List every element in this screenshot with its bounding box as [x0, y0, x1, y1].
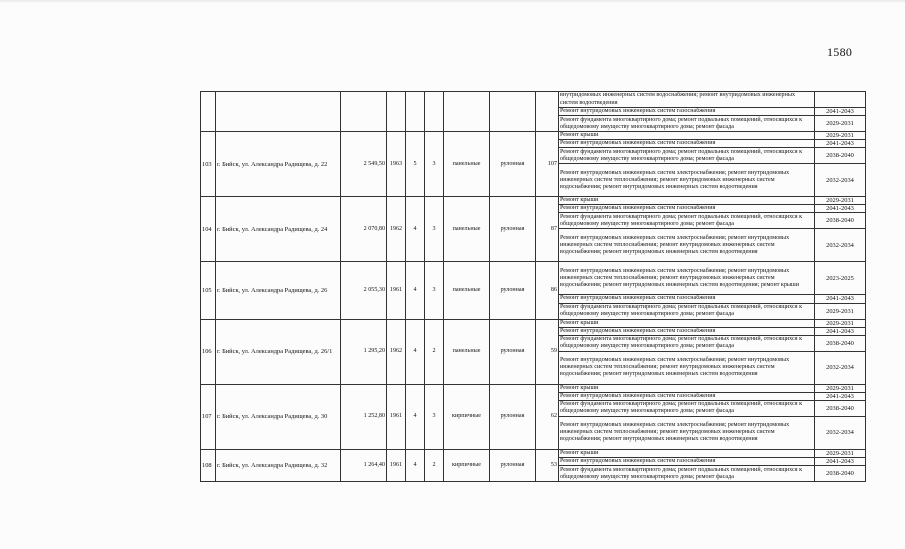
building-roof: рулонная: [490, 449, 536, 481]
scan-edge: [0, 0, 905, 3]
table-row: [201, 262, 866, 295]
building-address: г. Бийск, ул. Александра Радищева, д. 22: [216, 132, 341, 197]
building-address: г. Бийск, ул. Александра Радищева, д. 26/1: [216, 319, 341, 384]
building-year: 1961: [387, 384, 406, 449]
period-cell: 2032-2034: [815, 229, 866, 262]
building-year: 1961: [387, 449, 406, 481]
work-cell: Ремонт внутридомовых инженерных систем электроснабжения; ремонт внутридомовых инженерных систем теплоснабжения; ремонт внутридомовых инженерных систем водоснабжения; ремонт внутридомовых инженерных систем водоотведения; ремонт крыши: [559, 262, 815, 295]
building-year: 1962: [387, 197, 406, 262]
apartments-cell: [536, 92, 559, 132]
building-address: г. Бийск, ул. Александра Радищева, д. 30: [216, 384, 341, 449]
building-roof: рулонная: [490, 262, 536, 319]
work-cell: Ремонт крыши: [559, 384, 815, 392]
work-cell: Ремонт фундамента многоквартирного дома; ремонт подвальных помещений, относящихся к общедомовому имуществу многоквартирного дома; ремонт фасада: [559, 335, 815, 351]
roof-cell: [490, 92, 536, 132]
building-floors: 4: [406, 384, 425, 449]
building-apartments: 62: [536, 384, 559, 449]
building-apartments: 86: [536, 262, 559, 319]
period-cell: 2023-2025: [815, 262, 866, 295]
period-cell: 2029-2031: [815, 319, 866, 327]
building-floors: 4: [406, 449, 425, 481]
table-row: [201, 319, 866, 327]
building-area: 1 264,40: [341, 449, 387, 481]
work-cell: Ремонт внутридомовых инженерных систем газоснабжения: [559, 295, 815, 303]
building-walls: панельные: [444, 262, 490, 319]
building-entrances: 3: [425, 197, 444, 262]
period-cell: 2041-2043: [815, 392, 866, 400]
building-entrances: 2: [425, 449, 444, 481]
table-row: [201, 449, 866, 457]
period-cell: 2041-2043: [815, 327, 866, 335]
period-cell: 2032-2034: [815, 351, 866, 384]
page-number: 1580: [827, 45, 853, 59]
walls-cell: [444, 92, 490, 132]
work-cell: Ремонт внутридомовых инженерных систем электроснабжения; ремонт внутридомовых инженерных систем теплоснабжения; ремонт внутридомовых инженерных систем водоснабжения; ремонт внутридомовых инженерных систем водоотведения: [559, 351, 815, 384]
building-entrances: 3: [425, 262, 444, 319]
building-number: 106: [201, 319, 216, 384]
building-apartments: 59: [536, 319, 559, 384]
building-area: 2 549,50: [341, 132, 387, 197]
work-cell: Ремонт крыши: [559, 449, 815, 457]
building-address: г. Бийск, ул. Александра Радищева, д. 26: [216, 262, 341, 319]
building-area: 2 055,30: [341, 262, 387, 319]
work-cell: Ремонт фундамента многоквартирного дома; ремонт подвальных помещений, относящихся к общедомовому имуществу многоквартирного дома; ремонт фасада: [559, 466, 815, 482]
building-number: 105: [201, 262, 216, 319]
building-roof: рулонная: [490, 197, 536, 262]
work-cell: Ремонт внутридомовых инженерных систем электроснабжения; ремонт внутридомовых инженерных систем теплоснабжения; ремонт внутридомовых инженерных систем водоснабжения; ремонт внутридомовых инженерных систем водоотведения: [559, 164, 815, 197]
work-cell: Ремонт внутридомовых инженерных систем газоснабжения: [559, 392, 815, 400]
period-cell: 2029-2031: [815, 303, 866, 319]
building-walls: панельные: [444, 197, 490, 262]
period-cell: 2041-2043: [815, 205, 866, 213]
work-cell: Ремонт фундамента многоквартирного дома; ремонт подвальных помещений, относящихся к общедомовому имуществу многоквартирного дома; ремонт фасада: [559, 400, 815, 416]
table-row: [201, 92, 866, 108]
work-cell: Ремонт внутридомовых инженерных систем газоснабжения: [559, 458, 815, 466]
work-cell: Ремонт внутридомовых инженерных систем газоснабжения: [559, 327, 815, 335]
period-cell: 2029-2031: [815, 132, 866, 140]
table-row: [201, 197, 866, 205]
building-area: 1 295,20: [341, 319, 387, 384]
work-cell: Ремонт крыши: [559, 132, 815, 140]
building-apartments: 53: [536, 449, 559, 481]
floors-cell: [406, 92, 425, 132]
num-cell: [201, 92, 216, 132]
work-cell: внутридомовых инженерных систем водоснабжения; ремонт внутридомовых инженерных систем водоотведения: [559, 92, 815, 108]
period-cell: 2029-2031: [815, 116, 866, 132]
period-cell: 2041-2043: [815, 108, 866, 116]
period-cell: 2041-2043: [815, 295, 866, 303]
building-entrances: 3: [425, 132, 444, 197]
period-cell: 2029-2031: [815, 384, 866, 392]
work-cell: Ремонт внутридомовых инженерных систем газоснабжения: [559, 108, 815, 116]
building-area: 1 252,80: [341, 384, 387, 449]
building-entrances: 3: [425, 384, 444, 449]
period-cell: 2038-2040: [815, 466, 866, 482]
building-apartments: 107: [536, 132, 559, 197]
period-cell: 2032-2034: [815, 164, 866, 197]
work-cell: Ремонт внутридомовых инженерных систем электроснабжения; ремонт внутридомовых инженерных систем теплоснабжения; ремонт внутридомовых инженерных систем водоснабжения; ремонт внутридомовых инженерных систем водоотведения: [559, 416, 815, 449]
work-cell: Ремонт внутридомовых инженерных систем газоснабжения: [559, 140, 815, 148]
period-cell: [815, 92, 866, 108]
building-year: 1961: [387, 262, 406, 319]
work-cell: Ремонт фундамента многоквартирного дома; ремонт подвальных помещений, относящихся к общедомовому имуществу многоквартирного дома; ремонт фасада: [559, 116, 815, 132]
work-cell: Ремонт фундамента многоквартирного дома; ремонт подвальных помещений, относящихся к общедомовому имуществу многоквартирного дома; ремонт фасада: [559, 303, 815, 319]
period-cell: 2041-2043: [815, 458, 866, 466]
building-apartments: 87: [536, 197, 559, 262]
building-floors: 4: [406, 319, 425, 384]
building-roof: рулонная: [490, 132, 536, 197]
period-cell: 2038-2040: [815, 335, 866, 351]
period-cell: 2029-2031: [815, 197, 866, 205]
work-cell: Ремонт крыши: [559, 319, 815, 327]
building-number: 103: [201, 132, 216, 197]
building-floors: 4: [406, 197, 425, 262]
period-cell: 2029-2031: [815, 449, 866, 457]
period-cell: 2038-2040: [815, 400, 866, 416]
building-roof: рулонная: [490, 384, 536, 449]
entrances-cell: [425, 92, 444, 132]
work-cell: Ремонт внутридомовых инженерных систем газоснабжения: [559, 205, 815, 213]
work-cell: Ремонт внутридомовых инженерных систем электроснабжения; ремонт внутридомовых инженерных систем теплоснабжения; ремонт внутридомовых инженерных систем водоснабжения; ремонт внутридомовых инженерных систем водоотведения: [559, 229, 815, 262]
year-cell: [387, 92, 406, 132]
period-cell: 2038-2040: [815, 148, 866, 164]
building-address: г. Бийск, ул. Александра Радищева, д. 24: [216, 197, 341, 262]
building-number: 108: [201, 449, 216, 481]
table-row: [201, 132, 866, 140]
table-row: [201, 384, 866, 392]
building-walls: панельные: [444, 319, 490, 384]
building-year: 1962: [387, 319, 406, 384]
building-walls: кирпичные: [444, 449, 490, 481]
table-body: [201, 92, 866, 482]
building-area: 2 070,80: [341, 197, 387, 262]
building-roof: рулонная: [490, 319, 536, 384]
work-cell: Ремонт фундамента многоквартирного дома; ремонт подвальных помещений, относящихся к общедомовому имуществу многоквартирного дома; ремонт фасада: [559, 148, 815, 164]
building-floors: 5: [406, 132, 425, 197]
building-number: 104: [201, 197, 216, 262]
work-cell: Ремонт крыши: [559, 197, 815, 205]
period-cell: 2032-2034: [815, 416, 866, 449]
address-cell: [216, 92, 341, 132]
building-walls: панельные: [444, 132, 490, 197]
period-cell: 2038-2040: [815, 213, 866, 229]
building-address: г. Бийск, ул. Александра Радищева, д. 32: [216, 449, 341, 481]
building-repair-table: [200, 91, 866, 482]
period-cell: 2041-2043: [815, 140, 866, 148]
building-walls: кирпичные: [444, 384, 490, 449]
building-number: 107: [201, 384, 216, 449]
building-entrances: 2: [425, 319, 444, 384]
building-year: 1963: [387, 132, 406, 197]
work-cell: Ремонт фундамента многоквартирного дома; ремонт подвальных помещений, относящихся к общедомовому имуществу многоквартирного дома; ремонт фасада: [559, 213, 815, 229]
building-floors: 4: [406, 262, 425, 319]
area-cell: [341, 92, 387, 132]
